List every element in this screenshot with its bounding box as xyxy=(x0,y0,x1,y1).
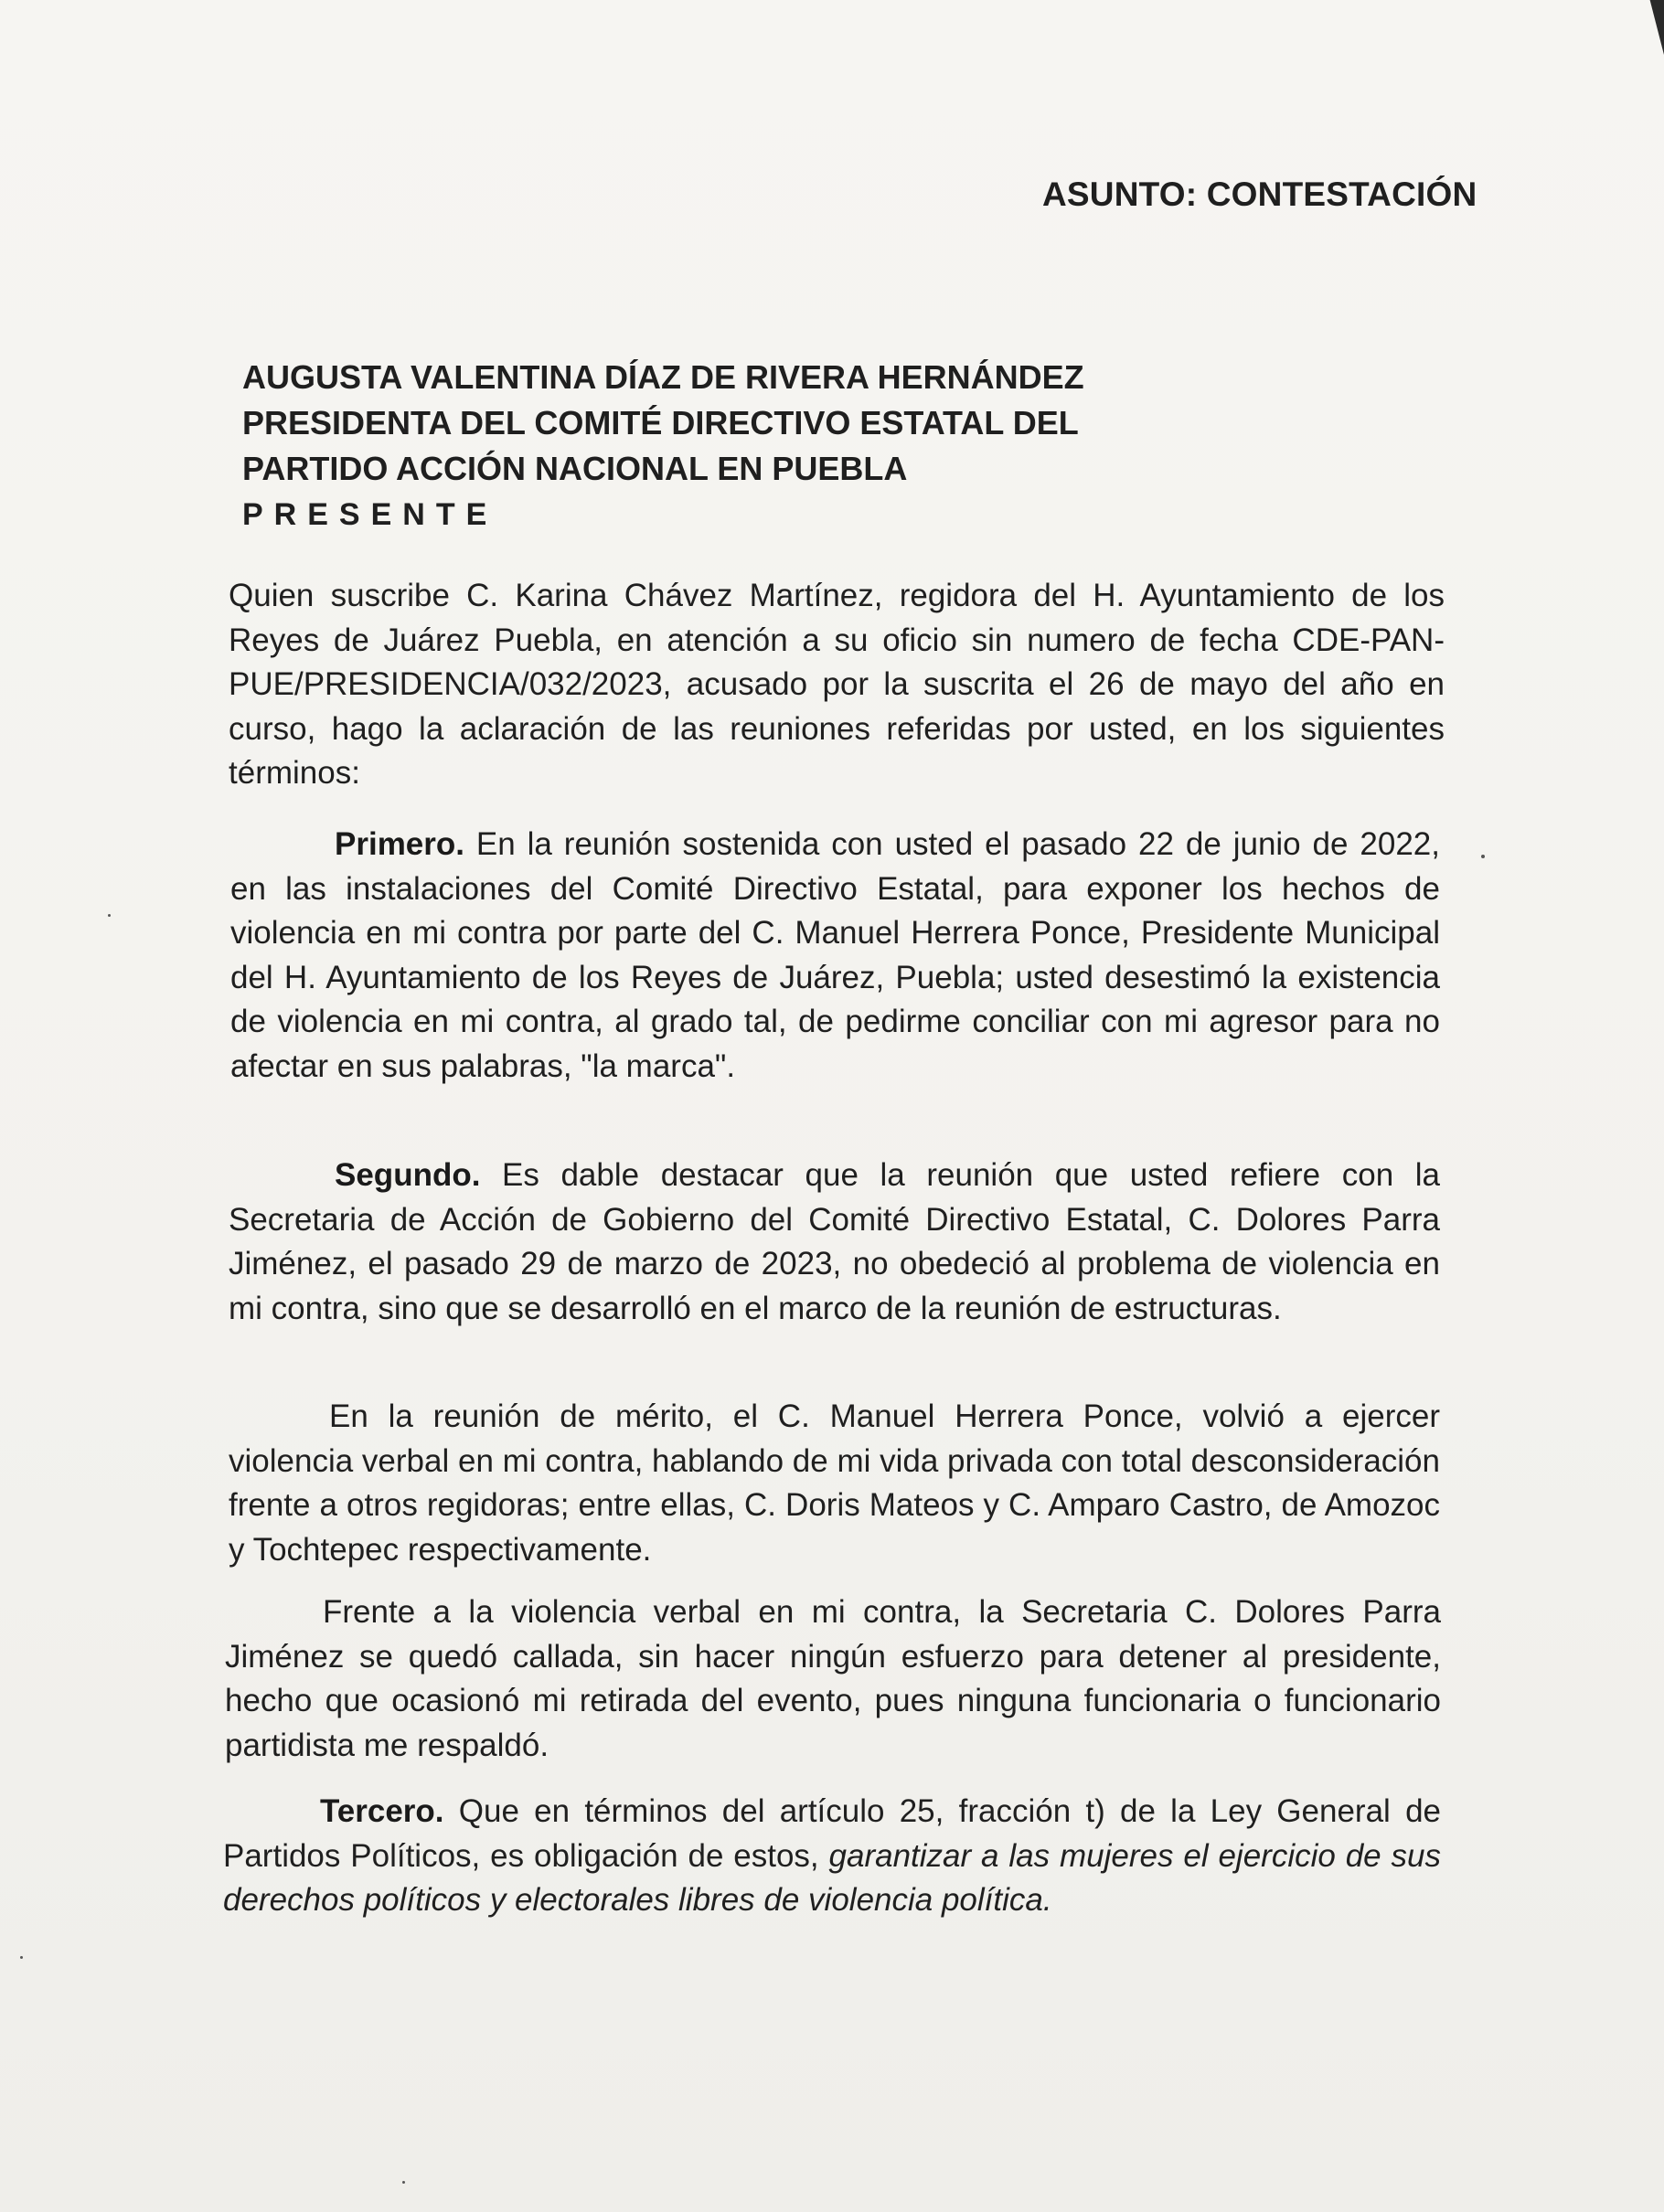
scan-speck xyxy=(108,914,111,917)
tercero-paragraph xyxy=(223,1790,1441,1923)
merito-paragraph: En la reunión de mérito, el C. Manuel Herrera Ponce, volvió a ejercer violencia verbal en mi contra, hablando de mi vida privada con total desconsideración frente a otros regidoras; entre ellas, C. Doris Mateos y C. Amparo Castro, de Amozoc y Tochtepec respectivamente. xyxy=(229,1398,1440,1568)
intro-paragraph: Quien suscribe C. Karina Chávez Martínez, regidora del H. Ayuntamiento de los Reyes de Juárez Puebla, en atención a su oficio sin numero de fecha CDE-PAN-PUE/PRESIDENCIA/032/2023, acusado por la suscrita el 26 de mayo del año en curso, hago la aclaración de las reuniones referidas por usted, en los siguientes términos: xyxy=(229,578,1445,791)
tercero-italic-quote: garantizar a las mujeres el ejercicio de sus derechos políticos y electorales libres de violencia política. xyxy=(223,1837,1441,1918)
scan-speck xyxy=(1481,855,1485,858)
subject-line: ASUNTO: CONTESTACIÓN xyxy=(1042,175,1477,213)
primero-label: Primero. xyxy=(335,826,464,862)
scan-speck xyxy=(402,2181,405,2184)
addressee-presente: PRESENTE xyxy=(242,497,498,532)
addressee-block xyxy=(242,355,1084,537)
scan-speck xyxy=(20,1956,23,1959)
segundo-text: Es dable destacar que la reunión que usted refiere con la Secretaria de Acción de Gobierno del Comité Directivo Estatal, C. Dolores Parra Jiménez, el pasado 29 de marzo de 2023, no obedeció al problema de violencia en mi contra, sino que se desarrolló en el marco de la reunión de estructuras. xyxy=(229,1157,1440,1326)
scan-edge-shadow xyxy=(1644,0,1664,55)
addressee-organization: PARTIDO ACCIÓN NACIONAL EN PUEBLA xyxy=(242,450,908,487)
tercero-text: Que en términos del artículo 25, fracción t) de la Ley General de Partidos Políticos, es obligación de estos, xyxy=(223,1793,1441,1874)
addressee-title: PRESIDENTA DEL COMITÉ DIRECTIVO ESTATAL DEL xyxy=(242,404,1079,441)
frente-paragraph: Frente a la violencia verbal en mi contra, la Secretaria C. Dolores Parra Jiménez se quedó callada, sin hacer ningún esfuerzo para detener al presidente, hecho que ocasionó mi retirada del evento, pues ninguna funcionaria o funcionario partidista me respaldó. xyxy=(225,1594,1441,1763)
segundo-label: Segundo. xyxy=(335,1157,481,1193)
primero-text: En la reunión sostenida con usted el pasado 22 de junio de 2022, en las instalaciones del Comité Directivo Estatal, para exponer los hechos de violencia en mi contra por parte del C. Manuel Herrera Ponce, Presidente Municipal del H. Ayuntamiento de los Reyes de Juárez, Puebla; usted desestimó la existencia de violencia en mi contra, al grado tal, de pedirme conciliar con mi agresor para no afectar en sus palabras, "la marca". xyxy=(230,826,1440,1084)
addressee-name: AUGUSTA VALENTINA DÍAZ DE RIVERA HERNÁNDEZ xyxy=(242,358,1084,396)
tercero-label: Tercero. xyxy=(320,1793,444,1829)
segundo-paragraph xyxy=(229,1154,1440,1331)
primero-paragraph xyxy=(230,823,1440,1089)
